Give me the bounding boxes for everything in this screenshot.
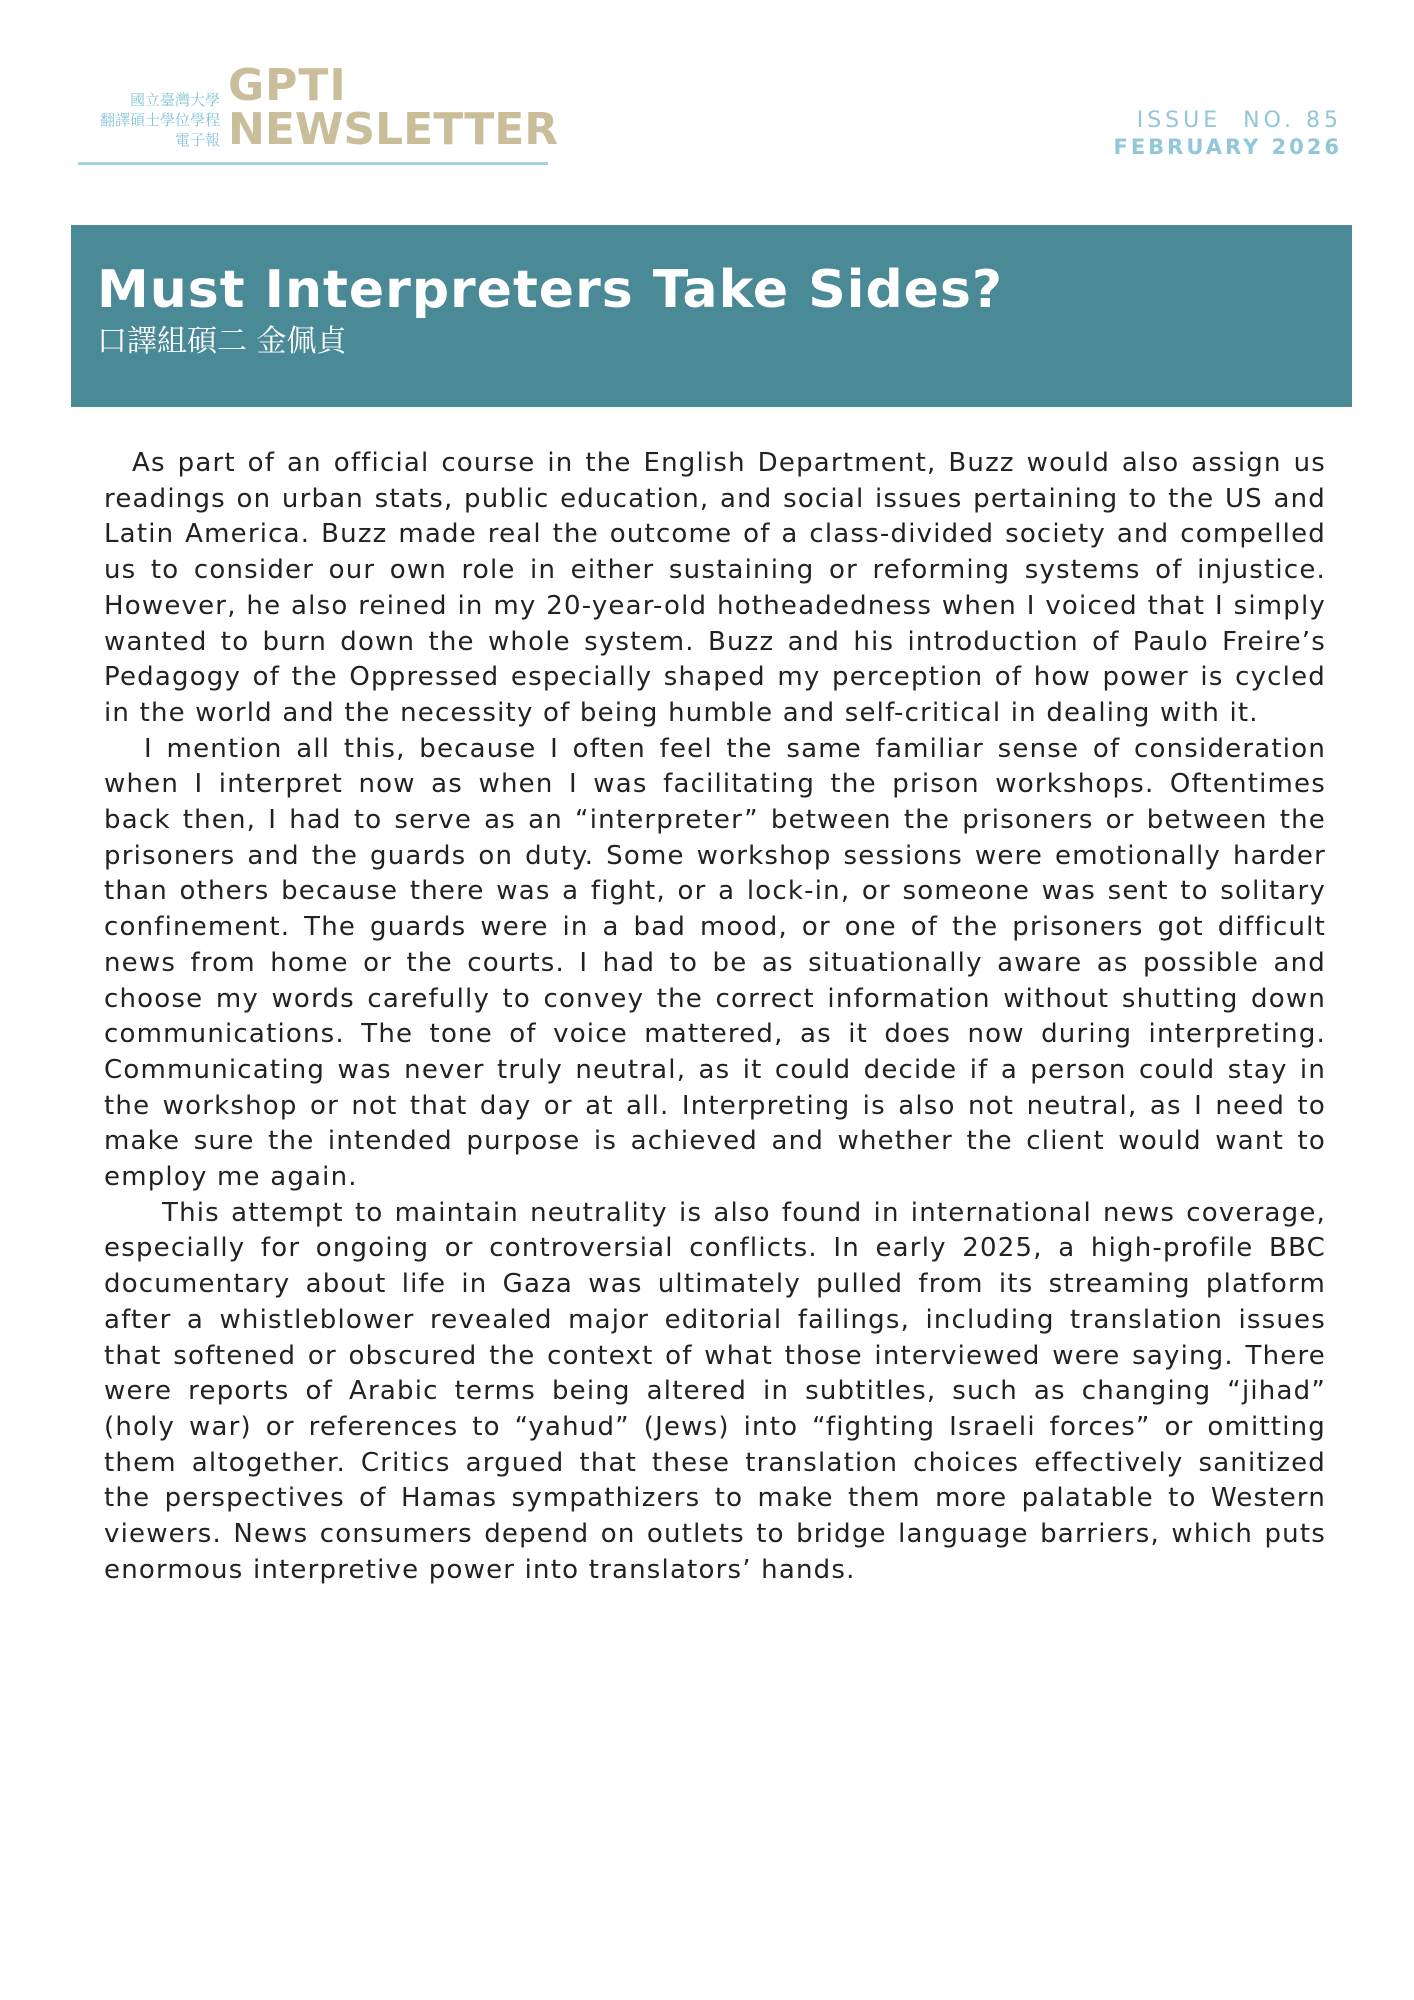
wordmark-gpti: GPTI	[228, 60, 347, 111]
institution-line-2: 翻譯碩士學位學程	[99, 111, 220, 129]
issue-info	[1113, 108, 1342, 160]
issue-number: ISSUE NO. 85	[1136, 108, 1342, 133]
article-byline: 口譯組碩二 金佩貞	[97, 324, 347, 359]
article-paragraph-2: I mention all this, because I often feel the same familiar sense of consideration when I interpret now as when I was facilitating the prison workshops. Oftentimes back then, I had to serve as an “interpreter” between the prisoners or between the prisoners and the guards on duty. Some workshop sessions were emotionally harder than others because there was a fight, or a lock-in, or someone was sent to solitary confinement. The guards were in a bad mood, or one of the prisoners got difficult news from home or the courts. I had to be as situationally aware as possible and choose my words carefully to convey the correct information without shutting down communications. The tone of voice mattered, as it does now during interpreting. Communicating was never truly neutral, as it could decide if a person could stay in the workshop or not that day or at all. Interpreting is also not neutral, as I need to make sure the intended purpose is achieved and whether the client would want to employ me again.	[104, 733, 1326, 1193]
issue-date: FEBRUARY 2026	[1113, 135, 1342, 159]
masthead-divider	[78, 162, 548, 165]
newsletter-masthead	[78, 60, 559, 166]
institution-line-1: 國立臺灣大學	[129, 91, 220, 109]
institution-line-3: 電子報	[174, 131, 220, 149]
article-paragraph-3: This attempt to maintain neutrality is also found in international news coverage, especially for ongoing or controversial conflicts. In early 2025, a high-profile BBC documentary about life in Gaza was ultimately pulled from its streaming platform after a whistleblower revealed major editorial failings, including translation issues that softened or obscured the context of what those interviewed were saying. There were reports of Arabic terms being altered in subtitles, such as changing “jihad” (holy war) or references to “yahud” (Jews) into “fighting Israeli forces” or omitting them altogether. Critics argued that these translation choices effectively sanitized the perspectives of Hamas sympathizers to make them more palatable to Western viewers. News consumers depend on outlets to bridge language barriers, which puts enormous interpretive power into translators’ hands.	[104, 1197, 1326, 1585]
wordmark-newsletter: NEWSLETTER	[228, 104, 559, 155]
article-title-banner	[71, 225, 1352, 407]
article-body	[104, 446, 1326, 1589]
article-title: Must Interpreters Take Sides?	[97, 260, 1004, 320]
institution-name	[78, 90, 220, 150]
article-paragraph-1: As part of an official course in the English Department, Buzz would also assign us readings on urban stats, public education, and social issues pertaining to the US and Latin America. Buzz made real the outcome of a class-divided society and compelled us to consider our own role in either sustaining or reforming systems of injustice. However, he also reined in my 20-year-old hotheadedness when I voiced that I simply wanted to burn down the whole system. Buzz and his introduction of Paulo Freire’s Pedagogy of the Oppressed especially shaped my perception of how power is cycled in the world and the necessity of being humble and self-critical in dealing with it.	[104, 448, 1326, 728]
